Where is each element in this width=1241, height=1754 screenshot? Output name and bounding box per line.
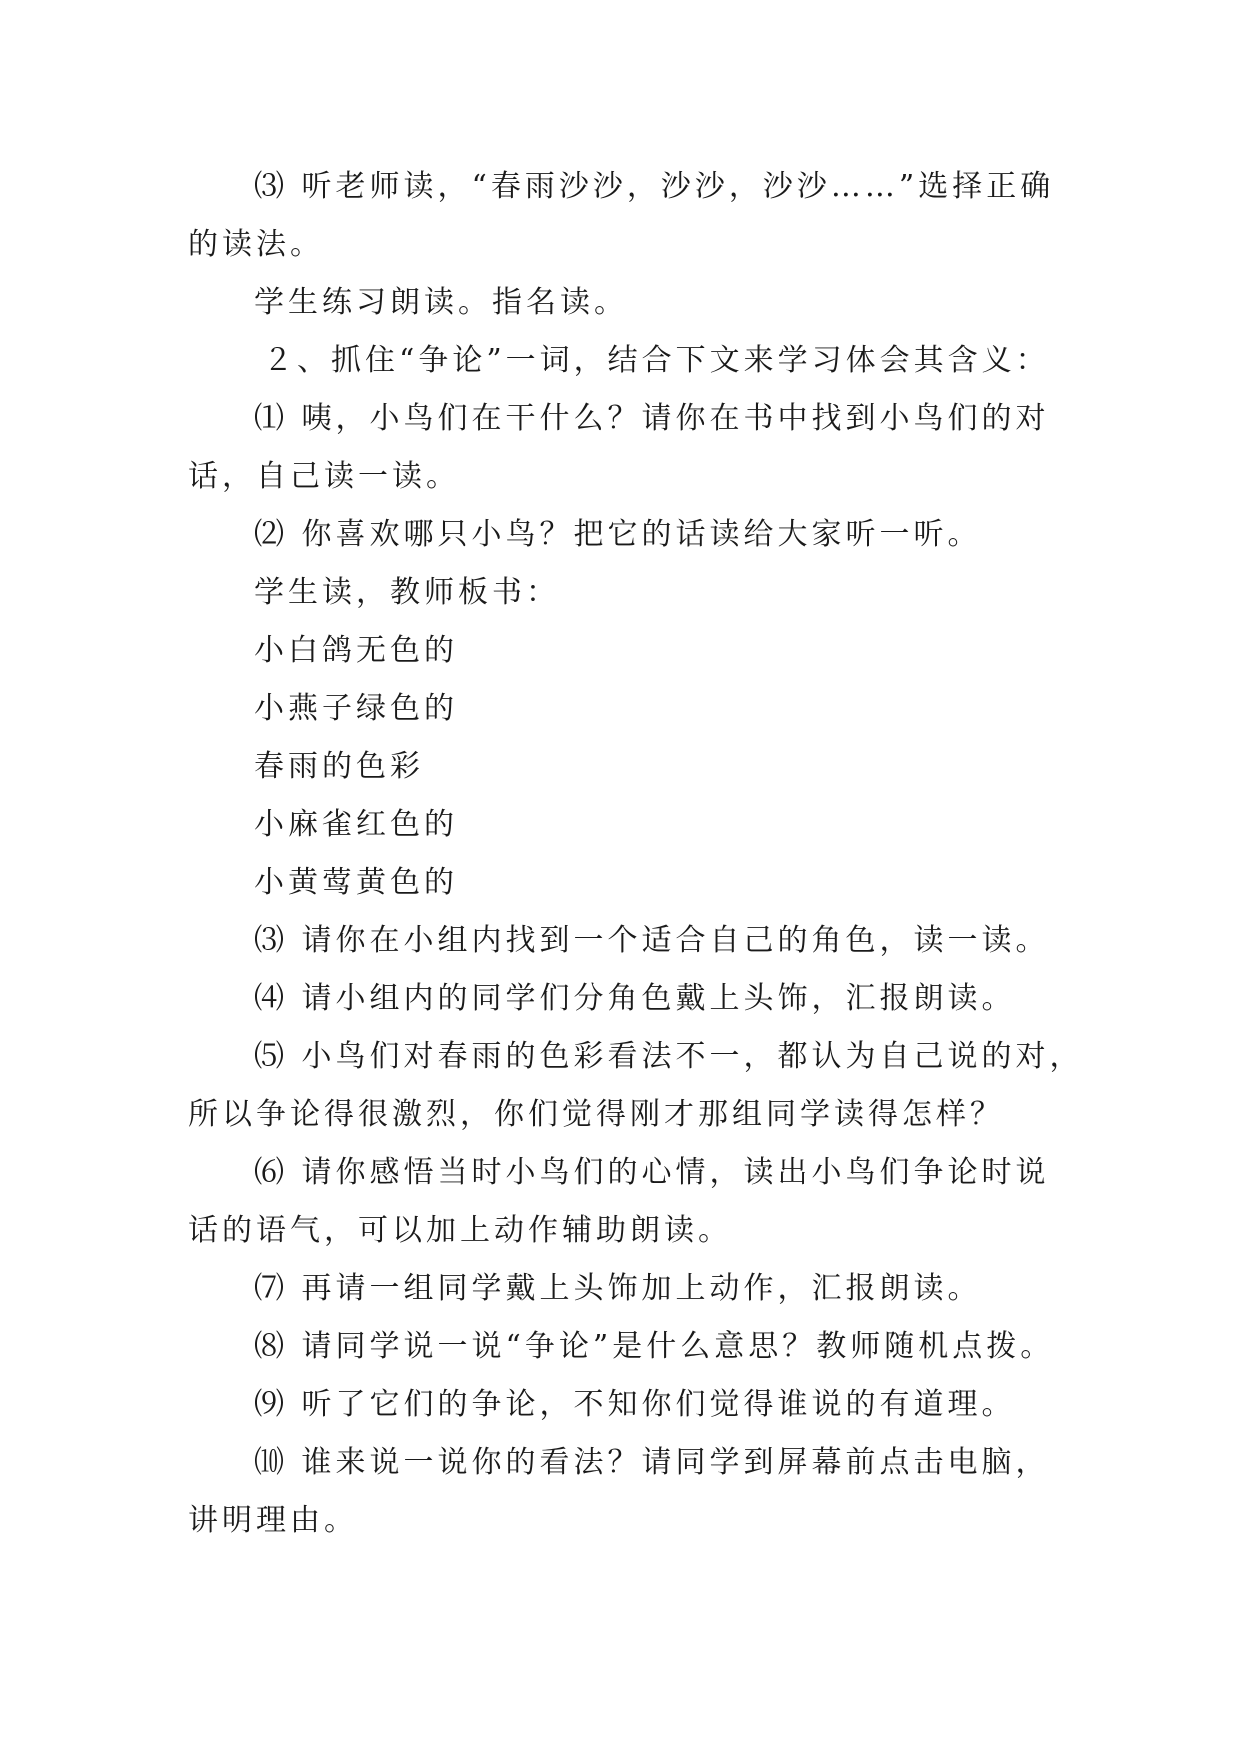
text-line: 话，自己读一读。: [188, 459, 460, 494]
text-line: ⑵ 你喜欢哪只小鸟？把它的话读给大家听一听。: [254, 517, 982, 552]
board-line: 小黄莺黄色的: [254, 865, 458, 900]
text-line: 所以争论得很激烈，你们觉得刚才那组同学读得怎样？: [188, 1097, 1004, 1132]
text-line: ⑸ 小鸟们对春雨的色彩看法不一，都认为自己说的对，: [254, 1039, 1084, 1074]
text-line: 学生练习朗读。指名读。: [254, 285, 628, 320]
text-line: 话的语气，可以加上动作辅助朗读。: [188, 1213, 732, 1248]
text-line: ⑼ 听了它们的争论，不知你们觉得谁说的有道理。: [254, 1387, 1016, 1422]
text-line: 的读法。: [188, 227, 324, 262]
text-line: 讲明理由。: [188, 1503, 358, 1538]
section-heading: ２、抓住“争论”一词，结合下文来学习体会其含义：: [263, 343, 1050, 378]
document-body: [188, 158, 1084, 1550]
text-line: ⑻ 请同学说一说“争论”是什么意思？教师随机点拨。: [254, 1329, 1055, 1364]
text-line: ⑶ 听老师读，“春雨沙沙，沙沙，沙沙……”选择正确: [254, 169, 1055, 204]
board-line: 春雨的色彩: [254, 749, 424, 784]
text-line: ⑴ 咦，小鸟们在干什么？请你在书中找到小鸟们的对: [254, 401, 1050, 436]
text-line: ⑷ 请小组内的同学们分角色戴上头饰，汇报朗读。: [254, 981, 1016, 1016]
text-line: ⑺ 再请一组同学戴上头饰加上动作，汇报朗读。: [254, 1271, 982, 1306]
board-line: 小麻雀红色的: [254, 807, 458, 842]
text-line: 学生读，教师板书：: [254, 575, 560, 610]
text-line: ⑶ 请你在小组内找到一个适合自己的角色，读一读。: [254, 923, 1050, 958]
board-line: 小燕子绿色的: [254, 691, 458, 726]
board-line: 小白鸽无色的: [254, 633, 458, 668]
text-line: ⑽ 谁来说一说你的看法？请同学到屏幕前点击电脑，: [254, 1445, 1050, 1480]
text-line: ⑹ 请你感悟当时小鸟们的心情，读出小鸟们争论时说: [254, 1155, 1050, 1190]
